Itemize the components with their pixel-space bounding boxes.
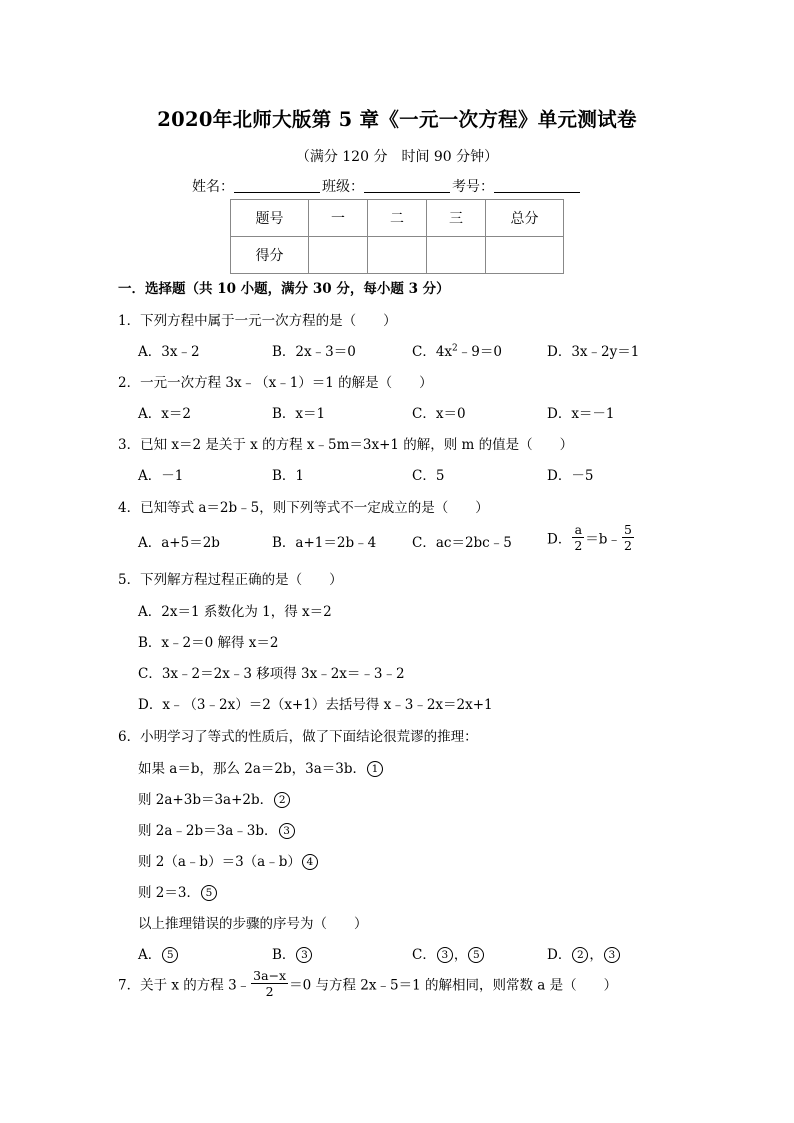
q6-step-text: 如果 a＝b，那么 2a＝2b，3a＝3b． bbox=[138, 761, 367, 777]
q4-option-d[interactable] bbox=[547, 522, 635, 553]
fraction-denominator: 2 bbox=[574, 538, 583, 553]
name-blank[interactable] bbox=[234, 178, 320, 193]
step-marker-3: 3 bbox=[604, 947, 620, 963]
step-marker-5: 5 bbox=[201, 885, 217, 901]
q6-step-5 bbox=[138, 881, 218, 901]
q6-option-b-label: B． bbox=[272, 947, 296, 963]
question-4-stem: 4．已知等式 a＝2b﹣5，则下列等式不一定成立的是（ ） bbox=[118, 500, 489, 516]
q3-option-a[interactable]: A．－1 bbox=[138, 468, 184, 484]
q6-question: 以上推理错误的步骤的序号为（ ） bbox=[138, 916, 368, 932]
fraction-numerator: 3a−x bbox=[253, 968, 287, 983]
score-cell: 得分 bbox=[231, 237, 309, 274]
q7-stem-end: ＝0 与方程 2x﹣5＝1 的解相同，则常数 a 是（ ） bbox=[289, 977, 618, 994]
q6-option-c[interactable] bbox=[412, 943, 485, 963]
q2-option-a[interactable]: A．x＝2 bbox=[138, 406, 191, 422]
q5-option-d[interactable]: D．x﹣（3﹣2x）＝2（x+1）去括号得 x﹣3﹣2x＝2x+1 bbox=[138, 697, 493, 713]
q6-step-text: 则 2a+3b＝3a+2b． bbox=[138, 792, 274, 808]
q5-option-b[interactable]: B．x﹣2＝0 解得 x＝2 bbox=[138, 635, 279, 651]
q6-step-text: 则 2a﹣2b＝3a﹣3b． bbox=[138, 823, 278, 839]
q1-option-c-base: C．4x bbox=[412, 344, 453, 360]
name-label: 姓名： bbox=[192, 179, 234, 195]
score-cell: 一 bbox=[309, 200, 368, 237]
q1-option-c[interactable] bbox=[412, 340, 502, 360]
question-7-stem bbox=[118, 968, 617, 999]
step-marker-3: 3 bbox=[437, 947, 453, 963]
step-marker-5: 5 bbox=[162, 947, 178, 963]
score-cell[interactable] bbox=[427, 237, 486, 274]
page-title: 2020年北师大版第 5 章《一元一次方程》单元测试卷 bbox=[157, 108, 637, 131]
q6-step-4 bbox=[138, 850, 319, 870]
score-cell: 二 bbox=[368, 200, 427, 237]
q6-option-b[interactable] bbox=[272, 943, 313, 963]
separator: ， bbox=[453, 947, 468, 963]
score-table bbox=[230, 199, 564, 274]
class-blank[interactable] bbox=[364, 178, 450, 193]
q4-option-d-middle: ＝b﹣ bbox=[585, 531, 621, 548]
step-marker-1: 1 bbox=[367, 761, 383, 777]
step-marker-2: 2 bbox=[572, 947, 588, 963]
step-marker-3: 3 bbox=[296, 947, 312, 963]
q6-step-text: 则 2（a﹣b）＝3（a﹣b） bbox=[138, 854, 301, 870]
score-cell: 题号 bbox=[231, 200, 309, 237]
q6-step-1 bbox=[138, 757, 384, 777]
exam-subtitle: （满分 120 分 时间 90 分钟） bbox=[295, 149, 499, 165]
q2-option-b[interactable]: B．x＝1 bbox=[272, 406, 326, 422]
fraction-denominator: 2 bbox=[265, 984, 274, 999]
q4-option-d-label: D． bbox=[547, 531, 572, 548]
q2-option-d[interactable]: D．x＝－1 bbox=[547, 406, 615, 422]
q4-option-c[interactable]: C．ac＝2bc﹣5 bbox=[412, 535, 512, 551]
exam-no-label: 考号： bbox=[452, 179, 494, 195]
question-6-stem: 6．小明学习了等式的性质后，做了下面结论很荒谬的推理： bbox=[118, 729, 478, 745]
q6-step-text: 则 2＝3． bbox=[138, 885, 200, 901]
q3-option-c[interactable]: C．5 bbox=[412, 468, 445, 484]
section-heading: 一．选择题（共 10 小题，满分 30 分，每小题 3 分） bbox=[118, 281, 450, 297]
q6-option-c-label: C． bbox=[412, 947, 436, 963]
step-marker-4: 4 bbox=[302, 854, 318, 870]
score-cell[interactable] bbox=[368, 237, 427, 274]
fraction-a-over-2 bbox=[572, 522, 584, 553]
step-marker-5: 5 bbox=[468, 947, 484, 963]
q6-option-a-label: A． bbox=[138, 947, 162, 963]
q1-option-c-rest: ﹣9＝0 bbox=[457, 344, 502, 360]
q4-option-b[interactable]: B．a+1＝2b﹣4 bbox=[272, 535, 377, 551]
question-1-stem: 1．下列方程中属于一元一次方程的是（ ） bbox=[118, 313, 397, 329]
fraction-numerator: 5 bbox=[623, 522, 632, 537]
q3-option-b[interactable]: B．1 bbox=[272, 468, 305, 484]
q7-stem-start: 7．关于 x 的方程 3﹣ bbox=[118, 977, 251, 994]
question-5-stem: 5．下列解方程过程正确的是（ ） bbox=[118, 572, 343, 588]
q2-option-c[interactable]: C．x＝0 bbox=[412, 406, 466, 422]
fraction-3a-minus-x-over-2 bbox=[251, 968, 288, 999]
fraction-denominator: 2 bbox=[623, 538, 632, 553]
score-cell: 三 bbox=[427, 200, 486, 237]
q6-option-a[interactable] bbox=[138, 943, 179, 963]
step-marker-2: 2 bbox=[274, 792, 290, 808]
q6-step-3 bbox=[138, 819, 296, 839]
q4-option-a[interactable]: A．a+5＝2b bbox=[138, 535, 220, 551]
class-label: 班级： bbox=[322, 179, 364, 195]
separator: ， bbox=[589, 947, 603, 963]
q6-option-d[interactable] bbox=[547, 943, 621, 963]
q1-option-a[interactable]: A．3x﹣2 bbox=[138, 344, 200, 360]
q6-step-2 bbox=[138, 788, 291, 808]
score-cell[interactable] bbox=[309, 237, 368, 274]
step-marker-3: 3 bbox=[279, 823, 295, 839]
q6-option-d-label: D． bbox=[547, 947, 572, 963]
q1-option-b[interactable]: B．2x﹣3＝0 bbox=[272, 344, 356, 360]
student-info-line bbox=[192, 176, 582, 196]
score-cell[interactable] bbox=[486, 237, 564, 274]
exam-no-blank[interactable] bbox=[494, 178, 580, 193]
question-3-stem: 3．已知 x＝2 是关于 x 的方程 x﹣5m＝3x+1 的解，则 m 的值是（ ） bbox=[118, 437, 574, 453]
q3-option-d[interactable]: D．－5 bbox=[547, 468, 594, 484]
q5-option-c[interactable]: C．3x﹣2＝2x﹣3 移项得 3x﹣2x＝﹣3﹣2 bbox=[138, 666, 405, 682]
fraction-numerator: a bbox=[572, 522, 584, 538]
score-cell: 总分 bbox=[486, 200, 564, 237]
score-table-row-scores bbox=[231, 237, 564, 274]
q5-option-a[interactable]: A．2x＝1 系数化为 1，得 x＝2 bbox=[138, 604, 332, 620]
q1-option-c-exponent: 2 bbox=[452, 343, 458, 354]
score-table-row-header bbox=[231, 200, 564, 237]
question-2-stem: 2．一元一次方程 3x﹣（x﹣1）＝1 的解是（ ） bbox=[118, 375, 433, 391]
fraction-5-over-2 bbox=[622, 522, 634, 553]
q1-option-d[interactable]: D．3x﹣2y＝1 bbox=[547, 344, 640, 360]
